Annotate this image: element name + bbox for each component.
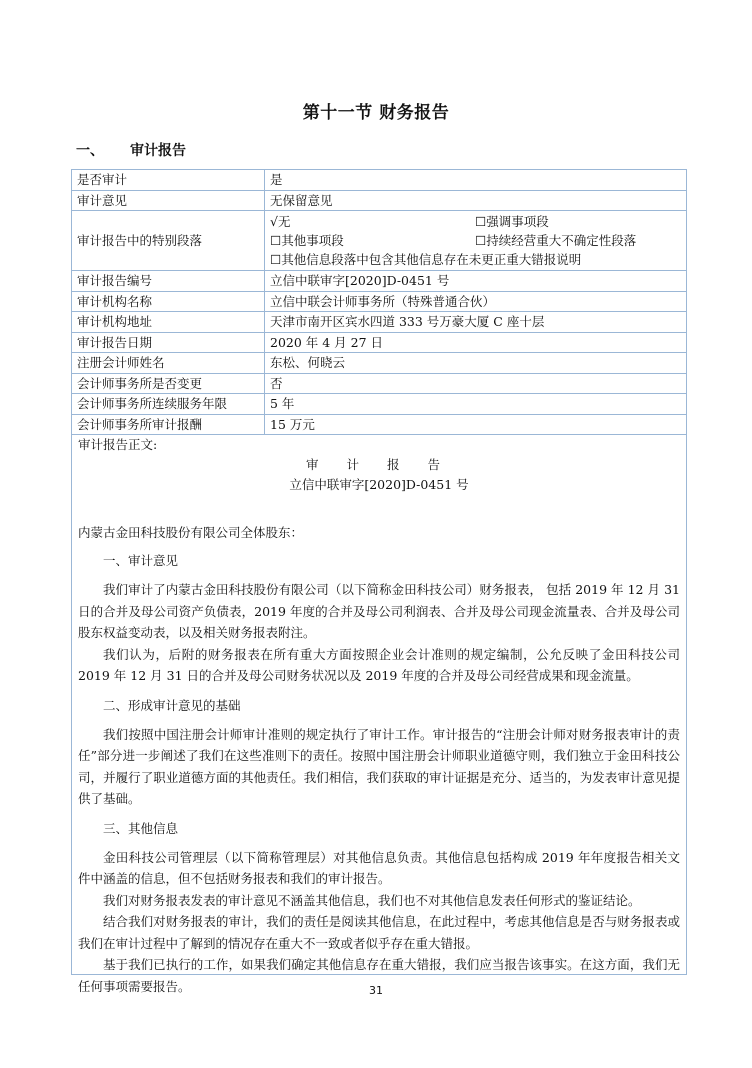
table-row	[72, 332, 687, 353]
row-value: 2020 年 4 月 27 日	[265, 332, 687, 353]
paragraph: 我们按照中国注册会计师审计准则的规定执行了审计工作。审计报告的“注册会计师对财务报表审计的责任”部分进一步阐述了我们在这些准则下的责任。按照中国注册会计师职业道德守则，我们独立于金田科技公司，并履行了职业道德方面的其他责任。我们相信，我们获取的审计证据是充分、适当的，为发表审计意见提供了基础。	[78, 726, 680, 806]
section-heading-opinion: 一、审计意见	[103, 553, 179, 568]
section-number: 一、	[76, 143, 104, 159]
row-value: 5 年	[265, 394, 687, 415]
paragraph: 我们认为，后附的财务报表在所有重大方面按照企业会计准则的规定编制，公允反映了金田科技公司 2019 年 12 月 31 日的合并及母公司财务状况以及 2019 年度的合并及母公司经营成果和现金流量。	[78, 646, 680, 683]
row-label: 审计意见	[72, 190, 265, 211]
paragraph: 金田科技公司管理层（以下简称管理层）对其他信息负责。其他信息包括构成 2019 年年度报告相关文件中涵盖的信息，但不包括财务报表和我们的审计报告。	[78, 849, 680, 886]
table-row	[72, 373, 687, 394]
row-value: 东松、何晓云	[265, 353, 687, 374]
option-other-matters: ☐其他事项段	[270, 233, 344, 248]
paragraph: 我们审计了内蒙古金田科技股份有限公司（以下简称金田科技公司）财务报表， 包括 2019 年 12 月 31 日的合并及母公司资产负债表，2019 年度的合并及母公司利润表、合并及母公司现金流量表、合并及母公司股东权益变动表，以及相关财务报表附注。	[78, 582, 680, 640]
section-heading-other-info: 三、其他信息	[103, 820, 179, 836]
table-row	[72, 312, 687, 333]
option-emphasis: ☐强调事项段	[475, 214, 549, 229]
table-row	[72, 190, 687, 211]
addressee: 内蒙古金田科技股份有限公司全体股东：	[78, 525, 304, 540]
row-label: 审计机构名称	[72, 291, 265, 312]
row-label: 会计师事务所连续服务年限	[72, 394, 265, 415]
table-row	[72, 211, 687, 271]
row-label: 注册会计师姓名	[72, 353, 265, 374]
row-label: 审计报告编号	[72, 271, 265, 292]
section-heading	[76, 140, 186, 160]
section-title: 审计报告	[130, 143, 186, 159]
page-number: 31	[369, 984, 383, 997]
option-other-info: ☐其他信息段落中包含其他信息存在未更正重大错报说明	[270, 252, 582, 267]
page-title: 第十一节 财务报告	[302, 103, 450, 123]
row-value: 无保留意见	[265, 190, 687, 211]
special-paragraph-options	[265, 211, 687, 271]
paragraph: 基于我们已执行的工作，如果我们确定其他信息存在重大错报，我们应当报告该事实。在这方面，我们无任何事项需要报告。	[78, 957, 680, 994]
row-value: 立信中联审字[2020]D-0451 号	[265, 271, 687, 292]
report-intro-label: 审计报告正文:	[78, 437, 158, 452]
paragraph: 我们对财务报表发表的审计意见不涵盖其他信息，我们也不对其他信息发表任何形式的鉴证结论。	[103, 892, 641, 908]
report-number: 立信中联审字[2020]D-0451 号	[289, 477, 469, 492]
table-row	[72, 394, 687, 415]
audit-report-body	[71, 435, 687, 994]
row-value: 否	[265, 373, 687, 394]
option-none: √无	[270, 214, 291, 229]
row-value: 天津市南开区宾水四道 333 号万豪大厦 C 座十层	[265, 312, 687, 333]
table-row	[72, 170, 687, 191]
row-value: 是	[265, 170, 687, 191]
table-row	[72, 353, 687, 374]
report-title: 审 计 报 告	[306, 457, 452, 472]
option-going-concern: ☐持续经营重大不确定性段落	[475, 233, 637, 248]
audit-info-table	[71, 169, 687, 435]
row-label: 会计师事务所审计报酬	[72, 414, 265, 435]
section-heading-basis: 二、形成审计意见的基础	[103, 697, 241, 713]
row-label: 审计机构地址	[72, 312, 265, 333]
table-row	[72, 291, 687, 312]
row-value: 15 万元	[265, 414, 687, 435]
table-row	[72, 414, 687, 435]
paragraph: 结合我们对财务报表的审计，我们的责任是阅读其他信息，在此过程中，考虑其他信息是否与财务报表或我们在审计过程中了解到的情况存在重大不一致或者似乎存在重大错报。	[78, 914, 680, 951]
row-label: 会计师事务所是否变更	[72, 373, 265, 394]
row-label: 审计报告日期	[72, 332, 265, 353]
row-value: 立信中联会计师事务所（特殊普通合伙）	[265, 291, 687, 312]
row-label: 是否审计	[72, 170, 265, 191]
row-label: 审计报告中的特别段落	[72, 211, 265, 271]
table-row	[72, 271, 687, 292]
